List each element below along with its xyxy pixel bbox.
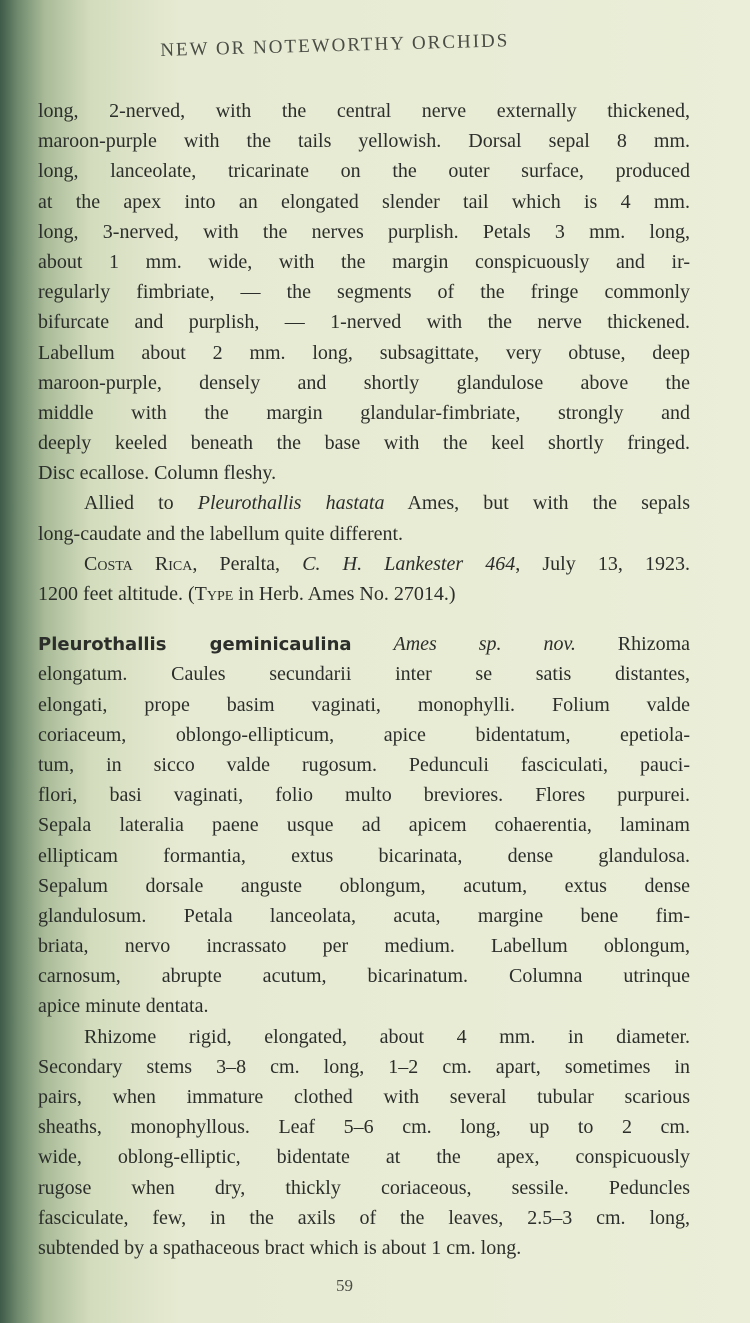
text-line: apice minute dentata. xyxy=(38,995,209,1018)
text-line: maroon-purple, densely and shortly glandulose above the xyxy=(38,371,690,394)
text-line: subtended by a spathaceous bract which is about 1 cm. long. xyxy=(38,1236,522,1259)
text-line: elongati, prope basim vaginati, monophylli. Folium valde xyxy=(38,693,690,716)
text-line: long, 2-nerved, with the central nerve externally thickened, xyxy=(38,100,690,122)
text-line: elongatum. Caules secundarii inter se satis distantes, xyxy=(38,663,690,686)
text-line: Rhizome rigid, elongated, about 4 mm. in diameter. xyxy=(84,1025,690,1048)
allied-line-2: long-caudate and the labellum quite different. xyxy=(38,522,404,545)
latin-diagnosis xyxy=(38,659,690,1021)
text-line: carnosum, abrupte acutum, bicarinatum. Columna utrinque xyxy=(38,965,690,988)
text-line: fasciculate, few, in the axils of the leaves, 2.5–3 cm. long, xyxy=(38,1206,690,1229)
running-header: NEW OR NOTEWORTHY ORCHIDS xyxy=(160,30,510,61)
text-column xyxy=(38,96,690,1263)
text-line: flori, basi vaginati, folio multo breviores. Flores purpurei. xyxy=(38,784,690,807)
text-line: regularly fimbriate, — the segments of the fringe commonly xyxy=(38,281,690,304)
text-line: coriaceum, oblongo-ellipticum, apice bidentatum, epetiola- xyxy=(38,723,690,746)
text-line: Sepala lateralia paene usque ad apicem cohaerentia, laminam xyxy=(38,814,690,837)
text-line: Sepalum dorsale anguste oblongum, acutum, extus dense xyxy=(38,874,690,897)
text-line: pairs, when immature clothed with several tubular scarious xyxy=(38,1086,690,1108)
description-paragraph xyxy=(38,96,690,488)
species-heading: Pleurothallis geminicaulina Ames sp. nov. Rhizoma xyxy=(38,633,691,656)
text-line: ellipticam formantia, extus bicarinata, dense glandulosa. xyxy=(38,844,690,867)
text-line: glandulosum. Petala lanceolata, acuta, margine bene fim- xyxy=(38,904,690,927)
text-line: Secondary stems 3–8 cm. long, 1–2 cm. apart, sometimes in xyxy=(38,1055,690,1078)
page-number: 59 xyxy=(336,1276,353,1295)
text-line: deeply keeled beneath the base with the keel shortly fringed. xyxy=(38,432,690,455)
text-line: rugose when dry, thickly coriaceous, sessile. Peduncles xyxy=(38,1176,690,1199)
english-description xyxy=(38,1022,690,1264)
text-line: middle with the margin glandular-fimbriate, strongly and xyxy=(38,401,690,424)
text-line: sheaths, monophyllous. Leaf 5–6 cm. long, up to 2 cm. xyxy=(38,1116,690,1139)
text-line: bifurcate and purplish, — 1-nerved with the nerve thickened. xyxy=(38,311,690,334)
specimen-citation-2: 1200 feet altitude. (Type in Herb. Ames No. 27014.) xyxy=(38,583,456,605)
text-line: tum, in sicco valde rugosum. Pedunculi fasciculati, pauci- xyxy=(38,753,690,776)
text-line: long, 3-nerved, with the nerves purplish. Petals 3 mm. long, xyxy=(38,220,690,243)
text-line: wide, oblong-elliptic, bidentate at the apex, conspicuously xyxy=(38,1146,690,1169)
specimen-citation: Costa Rica, Peralta, C. H. Lankester 464, July 13, 1923. xyxy=(84,552,691,575)
text-line: Disc ecallose. Column fleshy. xyxy=(38,462,277,485)
text-line: long, lanceolate, tricarinate on the outer surface, produced xyxy=(38,160,690,183)
text-line: maroon-purple with the tails yellowish. Dorsal sepal 8 mm. xyxy=(38,130,690,153)
text-line: briata, nervo incrassato per medium. Labellum oblongum, xyxy=(38,935,690,958)
allied-line: Allied to Pleurothallis hastata Ames, but with the sepals xyxy=(84,492,691,515)
text-line: at the apex into an elongated slender tail which is 4 mm. xyxy=(38,190,690,213)
text-line: about 1 mm. wide, with the margin conspicuously and ir- xyxy=(38,250,690,273)
text-line: Labellum about 2 mm. long, subsagittate, very obtuse, deep xyxy=(38,341,690,364)
